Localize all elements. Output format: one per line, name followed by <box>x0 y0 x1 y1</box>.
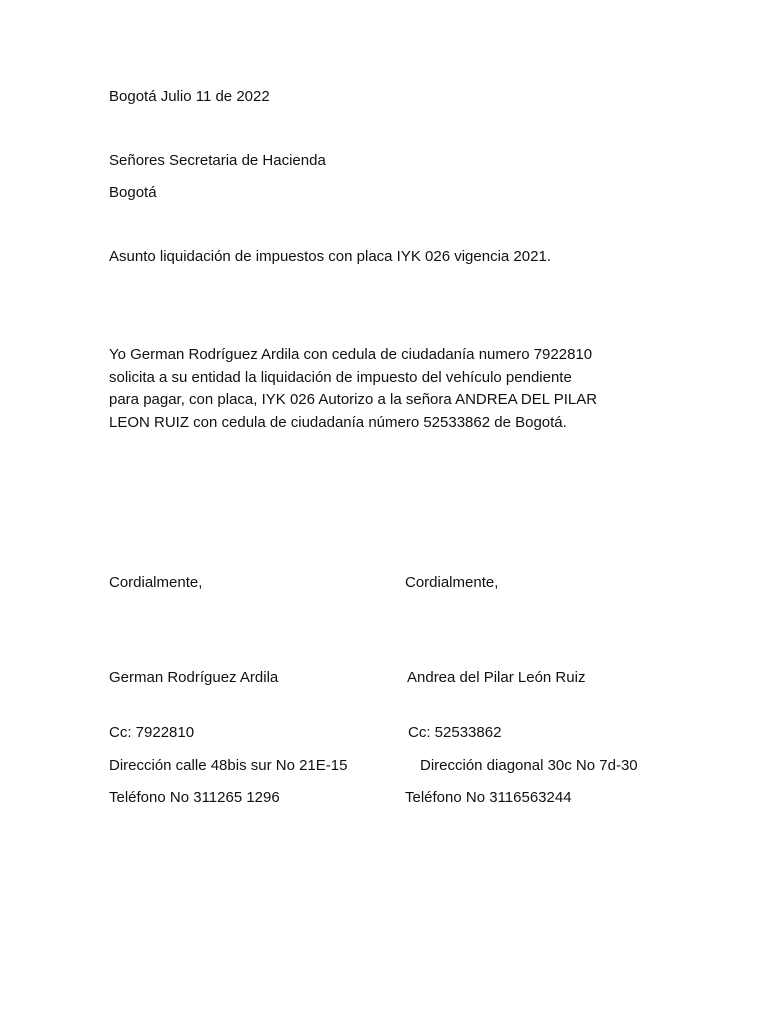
body-line: Yo German Rodríguez Ardila con cedula de ciudadanía numero 7922810 <box>109 346 593 363</box>
right-signer-address: Dirección diagonal 30c No 7d-30 <box>420 757 638 774</box>
left-signer-id: Cc: 7922810 <box>109 724 195 741</box>
left-closing: Cordialmente, <box>109 574 203 591</box>
subject-line: Asunto liquidación de impuestos con placa IYK 026 vigencia 2021. <box>109 248 551 265</box>
right-signer-phone: Teléfono No 3116563244 <box>405 789 572 806</box>
date-line: Bogotá Julio 11 de 2022 <box>109 88 270 105</box>
body-line: LEON RUIZ con cedula de ciudadanía número 52533862 de Bogotá. <box>109 413 567 431</box>
recipient: Señores Secretaria de Hacienda <box>109 152 326 169</box>
right-closing: Cordialmente, <box>405 574 499 591</box>
right-signer-id: Cc: 52533862 <box>408 724 502 741</box>
right-signer-name: Andrea del Pilar León Ruiz <box>407 669 586 686</box>
body-line: solicita a su entidad la liquidación de impuesto del vehículo pendiente <box>109 368 572 386</box>
body-line: para pagar, con placa, IYK 026 Autorizo a la señora ANDREA DEL PILAR <box>109 391 598 408</box>
left-signer-address: Dirección calle 48bis sur No 21E-15 <box>109 757 348 774</box>
left-signer-name: German Rodríguez Ardila <box>109 669 279 686</box>
left-signer-phone: Teléfono No 311265 1296 <box>109 789 280 806</box>
body-paragraph <box>109 344 649 434</box>
recipient-city: Bogotá <box>109 184 157 201</box>
